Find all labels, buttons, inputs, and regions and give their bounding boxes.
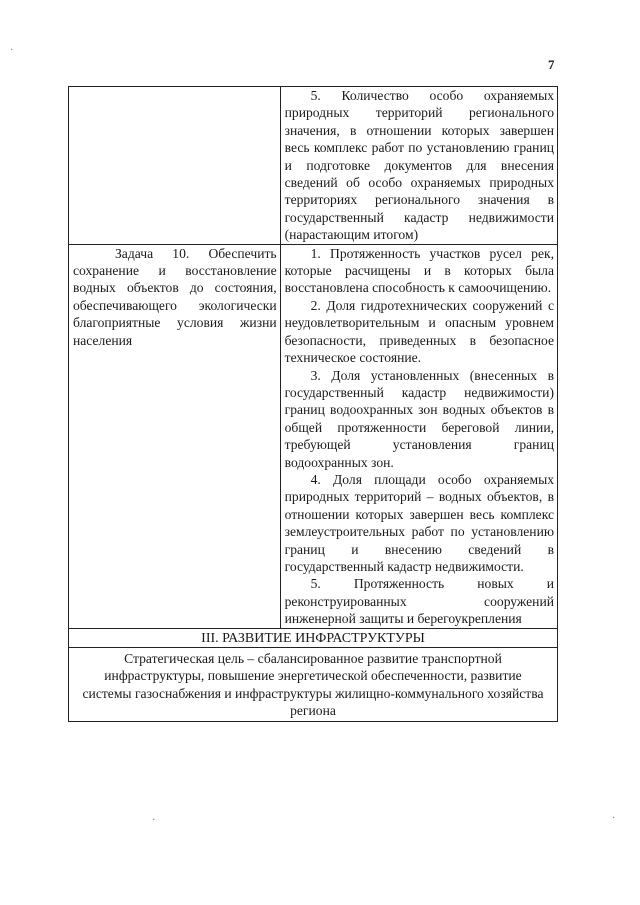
scan-mark: · [10,45,14,56]
table-cell-task [69,244,281,628]
table-cell-indicators [280,244,557,628]
task-text: Задача 10. Обеспечить сохранение и восстановление водных объектов до состояния, обеспечивающего экологически благоприятные условия жизни населения [73,245,277,348]
table-cell-right [280,87,557,245]
indicator-text: 5. Протяженность новых и реконструированных сооружений инженерной защиты и берегоукрепления [284,576,554,627]
scan-mark: · [612,813,616,824]
table-row [69,244,558,628]
section-header: III. РАЗВИТИЕ ИНФРАСТРУКТУРЫ [69,628,558,647]
indicator-text: 4. Доля площади особо охраняемых природных территорий – водных объектов, в отношении которых завершен весь комплекс землеустроительных работ по установлению границ и внесению сведений в государственный кадастр недвижимости. [284,471,554,574]
strategic-goal: Стратегическая цель – сбалансированное развитие транспортной инфраструктуры, повышение энергетической обеспеченности, развитие системы газоснабжения и инфраструктуры жилищно-коммунального хозяйства региона [69,648,558,722]
goals-table [68,86,558,722]
table-row [69,87,558,245]
indicator-text: 2. Доля гидротехнических сооружений с неудовлетворительным и опасным уровнем безопасности, приведенных в безопасное техническое состояние. [284,297,554,366]
table-row [69,628,558,647]
scan-mark: · [152,815,156,826]
table-row [69,648,558,722]
indicator-text: 3. Доля установленных (внесенных в государственный кадастр недвижимости) границ водоохранных зон водных объектов в общей протяженности береговой линии, требующей установления границ водоохранных зон. [284,367,554,470]
page-number: 7 [548,57,555,72]
indicator-text: 5. Количество особо охраняемых природных территорий регионального значения, в отношении которых завершен весь комплекс работ по установлению границ и подготовке документов для внесения сведений об особо охраняемых природных территориях регионального значения в государственный кадастр недвижимости (нарастающим итогом) [284,88,554,243]
indicator-text: 1. Протяженность участков русел рек, которые расчищены и в которых была восстановлена способность к самоочищению. [284,245,554,296]
table-cell-left-empty [69,87,281,245]
